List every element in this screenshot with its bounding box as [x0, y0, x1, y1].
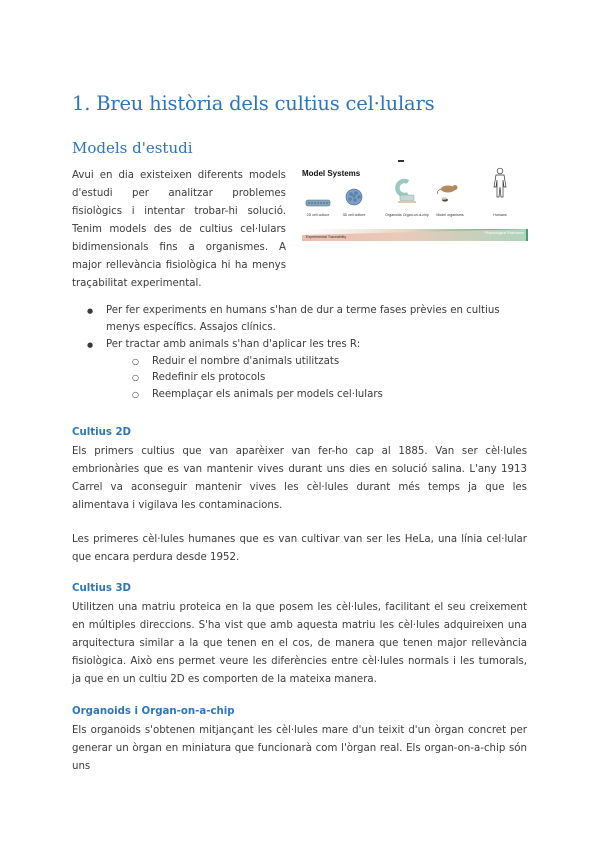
list-item-text: Per tractar amb animals s'han d'aplicar les tres R:	[106, 339, 361, 350]
list-item-text: Per fer experiments en humans s'han de dur a terme fases prèvies en cultius menys específics. Assajos clínics.	[106, 305, 500, 333]
paragraph-hela: Les primeres cèl·lules humanes que es van cultivar van ser les HeLa, una línia cel·lular que encara perdura desde 1952.	[72, 534, 527, 563]
heading-organoids: Organoids i Organ-on-a-chip	[72, 706, 235, 717]
bar-right-label: Physiological Relevance	[485, 231, 524, 235]
page-title: 1. Breu història dels cultius cel·lulars	[72, 92, 435, 115]
bullet-list	[72, 303, 527, 404]
2d-culture-icon	[306, 200, 330, 206]
fly-icon	[442, 197, 449, 201]
list-item	[72, 303, 527, 336]
label-humans: Humans	[493, 213, 507, 217]
organoid-chip-icon	[397, 181, 416, 203]
sub-list	[106, 354, 527, 404]
model-systems-figure	[298, 155, 530, 243]
section-title: Models d'estudi	[72, 139, 193, 157]
label-organoids: Organoids Organ-on-a-chip	[385, 213, 429, 217]
paragraph-2d-history: Els primers cultius que van aparèixer van fer-ho cap al 1885. Van ser cèl·lules embrionàries que es van mantenir vives durant uns dies en solució salina. L'any 1913 Carrel va aconseguir mantenir vives les cèl·lules durant més temps ja que les alimentava i vigilava les contaminacions.	[72, 446, 527, 511]
list-item	[72, 337, 527, 403]
sub-list-item: ○ Reemplaçar els animals per models cel·lulars	[106, 387, 527, 404]
human-icon	[494, 168, 506, 197]
bar-left-label: Experimental Traceability	[306, 235, 347, 239]
paragraph-3d: Utilitzen una matriu proteica en la que posem les cèl·lules, facilitant el seu creixement en múltiples direccions. S'ha vist que amb aquesta matriu les cèl·lules adquireixen una arquitectura similar a la que tenen en el cos, de manera que tenen major rellevància fisiològica. Això ens permet veure les diferències entre cèl·lules normals i les tumorals, ja que en un cultiu 2D es comporten de la mateixa manera.	[72, 602, 527, 685]
label-organisms: Model organisms	[436, 213, 464, 217]
label-3d: 3D cell culture	[342, 213, 366, 217]
sub-list-item: ○ Redefinir els protocols	[106, 370, 527, 387]
heading-cultius-3d: Cultius 3D	[72, 583, 131, 594]
sub-list-item: ○ Reduir el nombre d'animals utilitzats	[106, 354, 527, 371]
mouse-icon	[437, 185, 457, 194]
intro-paragraph: Avui en dia existeixen diferents models d'estudi per analitzar problemes fisiològics i intentar trobar-hi solució. Tenim models des de cultius cel·lulars bidimensionals fins a organismes. A major rellevància fisiològica hi ha menys traçabilitat experimental.	[72, 170, 286, 289]
3d-culture-icon	[346, 189, 362, 205]
heading-cultius-2d: Cultius 2D	[72, 427, 131, 438]
label-2d: 2D cell culture	[306, 213, 330, 217]
paragraph-organoids: Els organoids s'obtenen mitjançant les cèl·lules mare d'un teixit d'un òrgan concret per generar un òrgan en miniatura que funcionarà com l'òrgan real. Els organ-on-a-chip són uns	[72, 725, 527, 772]
figure-title: Model Systems	[302, 169, 361, 178]
